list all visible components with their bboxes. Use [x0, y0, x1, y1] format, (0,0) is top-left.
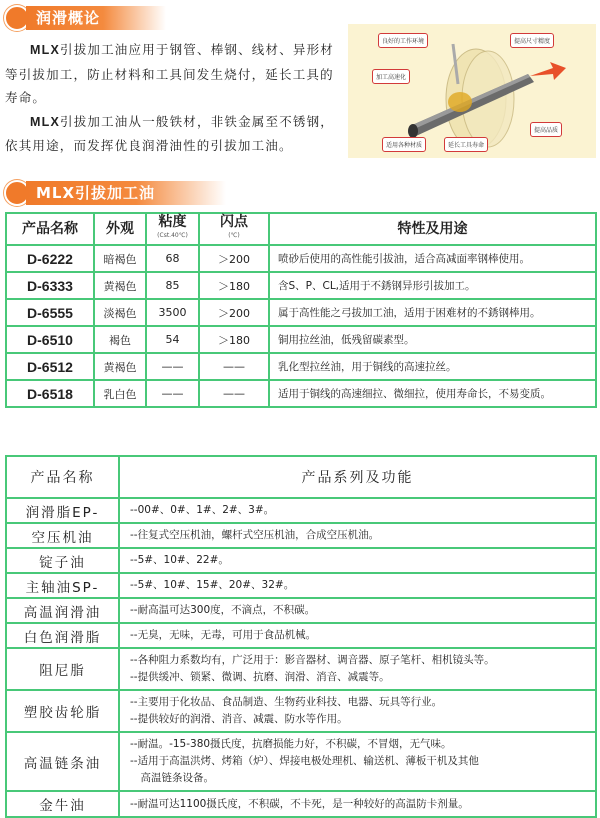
product-name: 塑胶齿轮脂 — [6, 690, 119, 732]
function-line: --提供较好的润滑、消音、减震、防水等作用。 — [130, 713, 348, 725]
function-line: --5#、10#、22#。 — [130, 554, 229, 566]
product-code: D-6555 — [6, 299, 94, 326]
product-name: 主轴油SP- — [6, 573, 119, 598]
function-line: --适用于高温洪烤、烤箱（炉）、焊接电极处理机、输送机、薄板干机及其他 — [130, 755, 479, 767]
col-name: 产品名称 — [6, 456, 119, 498]
table-row — [6, 380, 596, 407]
viscosity: 85 — [146, 272, 199, 299]
product-code: D-6518 — [6, 380, 94, 407]
product-name: 白色润滑脂 — [6, 623, 119, 648]
flash-point: ＞180 — [199, 326, 269, 353]
table-row — [6, 548, 596, 573]
product-function — [119, 498, 596, 523]
brand: MLX — [30, 114, 60, 129]
col-usage: 特性及用途 — [269, 213, 596, 245]
callout-label: 延长工具寿命 — [444, 137, 488, 152]
callout-label: 良好的工作环境 — [378, 33, 428, 48]
col-function: 产品系列及功能 — [119, 456, 596, 498]
product-name: 金牛油 — [6, 791, 119, 817]
mlx-oil-table — [5, 212, 597, 408]
table-row — [6, 690, 596, 732]
callout-label: 适用各种材质 — [382, 137, 426, 152]
function-line: --往复式空压机油，螺杆式空压机油，合成空压机油。 — [130, 529, 380, 541]
section-header-mlx-oil — [4, 180, 226, 206]
callout-label: 加工高速化 — [372, 69, 410, 84]
text: 引拔加工油从一般铁材，非铁金属至不锈钢，依其用途，而发挥优良润滑油性的引拔加工油。 — [5, 113, 335, 153]
function-line: --5#、10#、15#、20#、32#。 — [130, 579, 295, 591]
table-header — [6, 213, 596, 245]
label: 粘度 — [158, 214, 187, 230]
product-function — [119, 523, 596, 548]
intro-text — [5, 38, 347, 158]
table-row — [6, 353, 596, 380]
table-row — [6, 523, 596, 548]
function-line: --耐高温可达300度，不滴点，不积碳。 — [130, 604, 316, 616]
function-line: --00#、0#、1#、2#、3#。 — [130, 504, 275, 516]
usage: 含S、P、CL,适用于不銹钢异形引拔加工。 — [269, 272, 596, 299]
appearance: 暗褐色 — [94, 245, 146, 272]
product-name: 高温润滑油 — [6, 598, 119, 623]
function-line: --主要用于化妆品、食品制造、生物药业科技、电器、玩具等行业。 — [130, 696, 443, 708]
product-function — [119, 690, 596, 732]
flash-point: ＞200 — [199, 299, 269, 326]
usage: 乳化型拉丝油，用于铜线的高速拉丝。 — [269, 353, 596, 380]
table-row — [6, 299, 596, 326]
table-row — [6, 573, 596, 598]
col-appearance: 外观 — [94, 213, 146, 245]
appearance: 淡褐色 — [94, 299, 146, 326]
function-line: --提供缓冲、锁紧、微调、抗磨、润滑、消音、减震等。 — [130, 671, 390, 683]
brand: MLX — [30, 43, 60, 57]
function-line: 高温链条设备。 — [130, 772, 214, 784]
product-function — [119, 598, 596, 623]
table-row — [6, 598, 596, 623]
product-function — [119, 623, 596, 648]
appearance: 黄褐色 — [94, 272, 146, 299]
paragraph — [5, 38, 347, 110]
table-row — [6, 791, 596, 817]
viscosity: —— — [146, 380, 199, 407]
col-flash-point — [199, 213, 269, 245]
viscosity: —— — [146, 353, 199, 380]
appearance: 乳白色 — [94, 380, 146, 407]
col-viscosity — [146, 213, 199, 245]
viscosity: 68 — [146, 245, 199, 272]
table-row — [6, 245, 596, 272]
usage: 喷砂后使用的高性能引拔油，适合高减面率钢棒使用。 — [269, 245, 596, 272]
label: 闪点 — [220, 214, 248, 230]
product-name: 阻尼脂 — [6, 648, 119, 690]
table-row — [6, 623, 596, 648]
appearance: 黄褐色 — [94, 353, 146, 380]
product-function — [119, 648, 596, 690]
product-code: D-6222 — [6, 245, 94, 272]
table-header — [6, 456, 596, 498]
paragraph — [5, 110, 347, 158]
lubricant-series-table — [5, 455, 597, 818]
product-name: 润滑脂EP- — [6, 498, 119, 523]
section-title: 润滑概论 — [26, 6, 166, 30]
callout-label: 提高品质 — [530, 122, 562, 137]
function-line: --耐温可达1100摄氏度，不积碳，不卡死，是一种较好的高温防卡剂量。 — [130, 797, 469, 810]
usage: 适用于铜线的高速细拉、微细拉，使用寿命长，不易变质。 — [269, 380, 596, 407]
flash-point: —— — [199, 353, 269, 380]
function-line: --各种阻力系数均有，广泛用于：影音器材、调音器、原子笔杆、相机镜头等。 — [130, 654, 495, 666]
table-row — [6, 732, 596, 791]
product-code: D-6512 — [6, 353, 94, 380]
unit: (Cst.40℃) — [157, 232, 188, 239]
appearance: 褐色 — [94, 326, 146, 353]
flash-point: ＞180 — [199, 272, 269, 299]
table-row — [6, 326, 596, 353]
col-name: 产品名称 — [6, 213, 94, 245]
usage: 属于高性能之弓拔加工油，适用于困难材的不銹钢棒用。 — [269, 299, 596, 326]
section-header-lubrication-overview — [4, 5, 166, 31]
text: 引拔加工油应用于钢管、棒钢、线材、异形材等引拔加工，防止材料和工具间发生烧付，延长工具的寿命。 — [5, 42, 335, 105]
viscosity: 54 — [146, 326, 199, 353]
table-row — [6, 272, 596, 299]
callout-label: 提高尺寸精度 — [510, 33, 554, 48]
product-code: D-6333 — [6, 272, 94, 299]
viscosity: 3500 — [146, 299, 199, 326]
function-line: --耐温。-15-380摄氏度，抗磨损能力好，不积碳，不冒烟，无气味。 — [130, 738, 452, 750]
unit: (℃) — [228, 232, 240, 239]
product-name: 锭子油 — [6, 548, 119, 573]
usage: 铜用拉丝油，低残留碳素型。 — [269, 326, 596, 353]
drawing-process-illustration — [348, 24, 596, 158]
product-function — [119, 791, 596, 817]
product-code: D-6510 — [6, 326, 94, 353]
product-function — [119, 573, 596, 598]
table-row — [6, 648, 596, 690]
product-function — [119, 732, 596, 791]
product-name: 高温链条油 — [6, 732, 119, 791]
flash-point: ＞200 — [199, 245, 269, 272]
function-line: --无臭，无味，无毒，可用于食品机械。 — [130, 629, 317, 641]
table-row — [6, 498, 596, 523]
section-title: MLX引拔加工油 — [26, 181, 226, 205]
product-name: 空压机油 — [6, 523, 119, 548]
flash-point: —— — [199, 380, 269, 407]
product-function — [119, 548, 596, 573]
